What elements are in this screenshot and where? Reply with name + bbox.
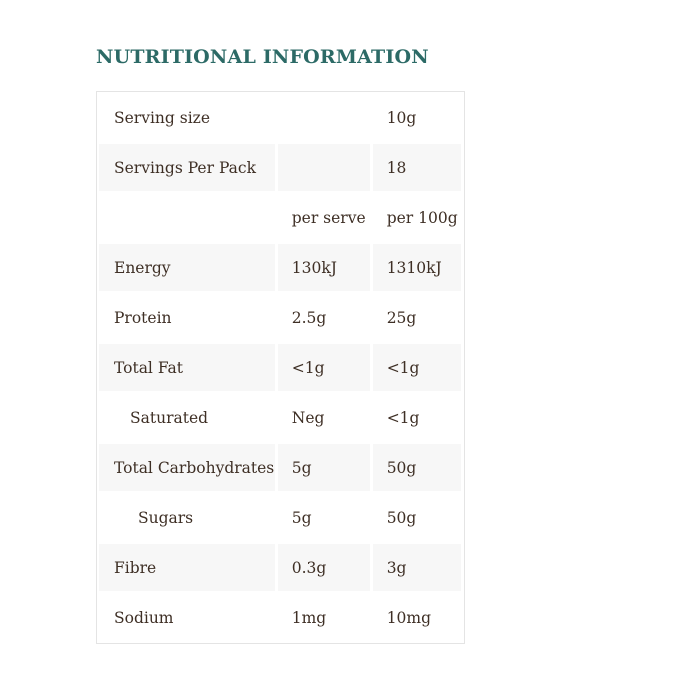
row-label: Serving size — [114, 108, 210, 127]
per-serve-value: 5g — [278, 444, 370, 491]
row-label: Sugars — [138, 508, 194, 527]
per-serve-value: 5g — [291, 508, 312, 527]
per-100g-value: <1g — [373, 344, 461, 391]
per-100g-value: 50g — [386, 508, 417, 527]
row-label: Fibre — [99, 544, 275, 591]
row-label: Energy — [99, 244, 275, 291]
table-row-total-fat — [99, 344, 461, 391]
row-label: Total Carbohydrates — [99, 444, 275, 491]
per-serve-value: 0.3g — [278, 544, 370, 591]
table-row-energy — [99, 244, 461, 291]
per-serve-value: 2.5g — [291, 308, 327, 327]
table-row-column-headers — [99, 194, 461, 241]
per-100g-value: 10mg — [386, 608, 432, 627]
per-100g-value: 1310kJ — [373, 244, 461, 291]
per-100g-value: 3g — [373, 544, 461, 591]
table-row-protein — [99, 294, 461, 341]
per-100g-value: 10g — [386, 108, 417, 127]
nutrition-table-grid — [96, 91, 464, 644]
table-row-servings-per-pack — [99, 144, 461, 191]
row-label — [99, 194, 275, 241]
per-serve-value: 1mg — [291, 608, 327, 627]
row-label: Servings Per Pack — [99, 144, 275, 191]
table-row-serving-size — [99, 94, 461, 141]
table-row-fibre — [99, 544, 461, 591]
per-100g-value: 50g — [373, 444, 461, 491]
table-row-total-carbohydrates — [99, 444, 461, 491]
per-100g-value: 25g — [386, 308, 417, 327]
per-serve-value: Neg — [291, 408, 325, 427]
per-serve-value — [278, 144, 370, 191]
per-serve-header: per serve — [291, 208, 366, 227]
table-row-saturated — [99, 394, 461, 441]
per-100g-value: 18 — [373, 144, 461, 191]
per-100g-header: per 100g — [386, 208, 458, 227]
nutrition-title: NUTRITIONAL INFORMATION — [96, 46, 429, 68]
nutrition-table — [96, 91, 465, 644]
row-label: Total Fat — [99, 344, 275, 391]
per-100g-value: <1g — [386, 408, 420, 427]
row-label: Sodium — [114, 608, 174, 627]
table-row-sodium — [99, 594, 461, 641]
per-serve-value: <1g — [278, 344, 370, 391]
row-label: Protein — [114, 308, 172, 327]
per-serve-value: 130kJ — [278, 244, 370, 291]
row-label: Saturated — [130, 408, 209, 427]
table-row-sugars — [99, 494, 461, 541]
